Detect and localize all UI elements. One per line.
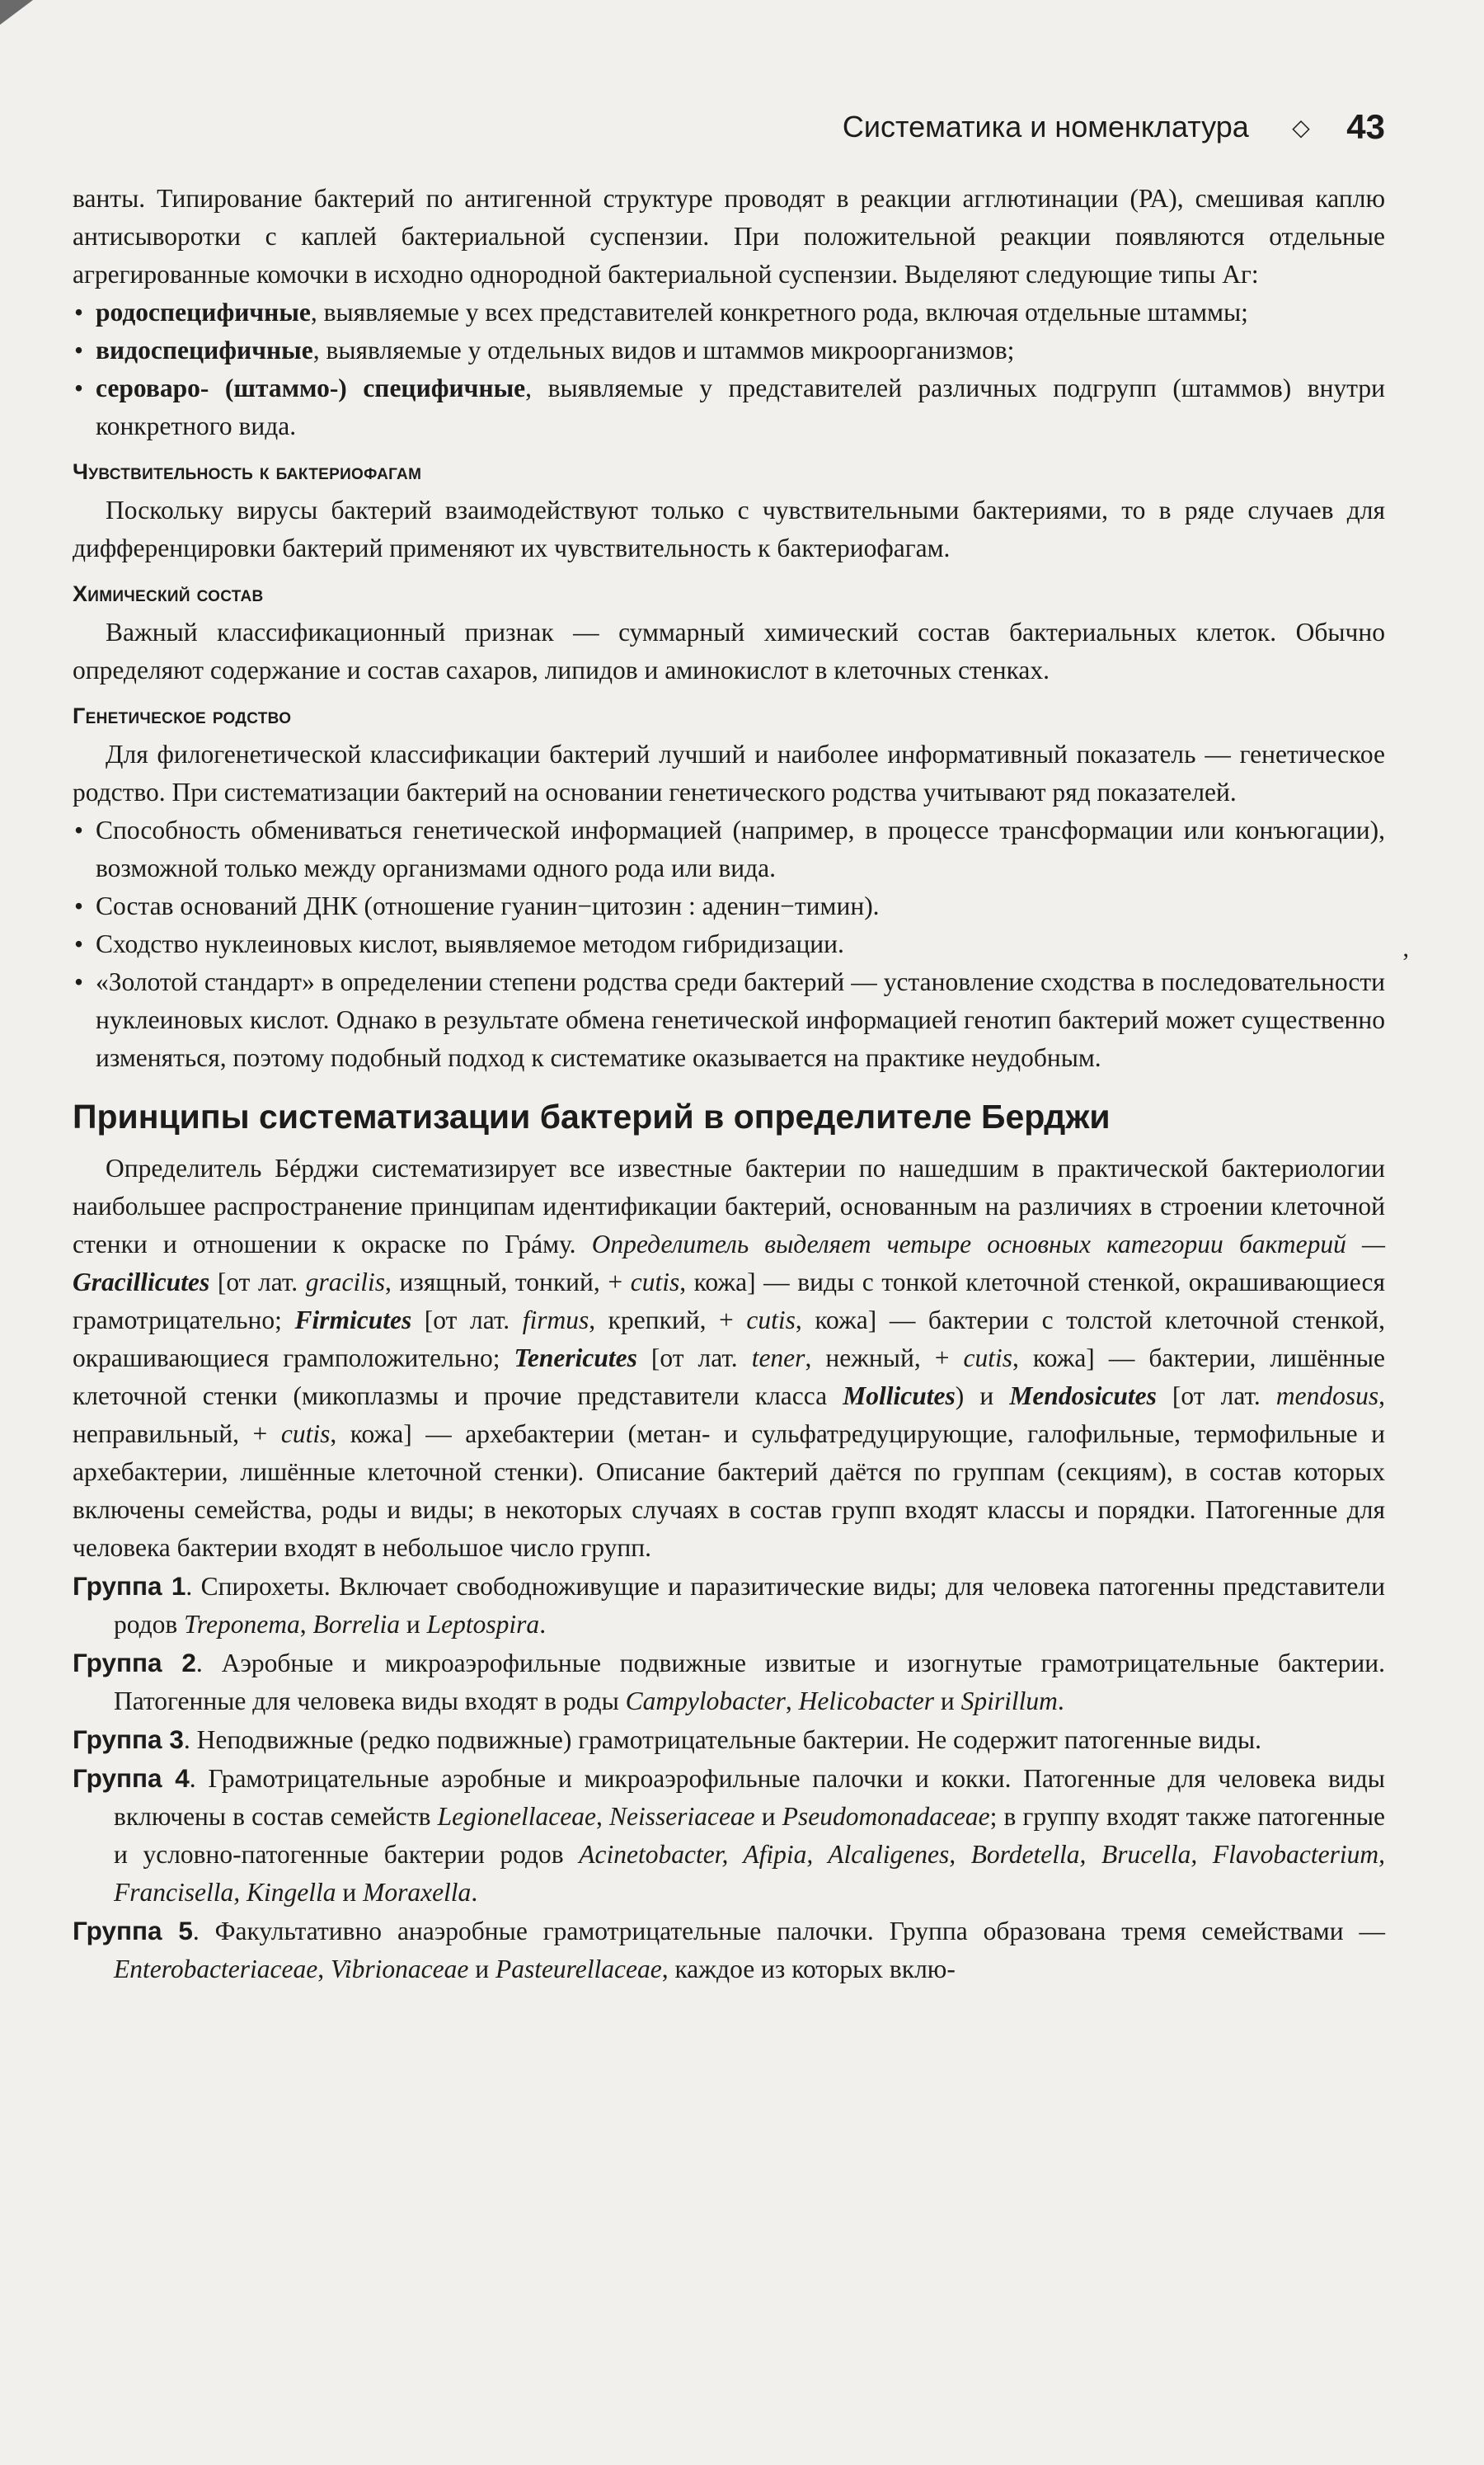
taxon-name: Tenericutes (514, 1343, 637, 1372)
paragraph-genetic: Для филогенетической классификации бактерий лучший и наиболее информативный показатель — генетическое родство. При систематизации бактерий на основании генетического родства учитывают ряд показателей. (73, 740, 1385, 807)
list-item (73, 369, 1385, 445)
group-2: Группа 2. Аэробные и микроаэрофильные подвижные извитые и изогнутые грамотрицательные бактерии. Патогенные для человека виды входят в роды Campylobacter, Helicobacter и Spirillum. (73, 1648, 1385, 1715)
list-item (73, 294, 1385, 332)
page-body (73, 180, 1385, 1988)
group-label: Группа 1 (73, 1571, 186, 1601)
term-description: , выявляемые у представителей различных подгрупп (штаммов) внутри конкретного вида. (96, 374, 1385, 440)
paragraph-continuation: ванты. Типирование бактерий по антигенной структуре проводят в реакции агглютинации (РА), смешивая каплю антисыворотки с каплей бактериальной суспензии. При положительной реакции появляются отдельные агрегированные комочки в исходно однородной бактериальной суспензии. Выделяют следующие типы Аг: (73, 184, 1385, 289)
group-label: Группа 2 (73, 1648, 196, 1677)
antigen-types-list (73, 294, 1385, 445)
term: видоспецифичные (96, 336, 313, 365)
paragraph-bergey: Определитель Бéрджи систематизирует все известные бактерии по нашедшим в практической бактериологии наибольшее распространение принципам идентификации бактерий, основанным на различиях в строении клеточной стенки и отношении к окраске по Грáму. Определитель выделяет четыре основных категории бактерий — Gracillicutes [от лат. gracilis, изящный, тонкий, + cutis, кожа] — виды с тонкой клеточной стенкой, окрашивающиеся грамотрицательно; Firmicutes [от лат. firmus, крепкий, + cutis, кожа] — бактерии с толстой клеточной стенкой, окрашивающиеся грамположительно; Tenericutes [от лат. tener, нежный, + cutis, кожа] — бактерии, лишённые клеточной стенки (микоплазмы и прочие представители класса Mollicutes) и Mendosicutes [от лат. mendosus, неправильный, + cutis, кожа] — архебактерии (метан- и сульфатредуцирующие, галофильные, термофильные и архебактерии, лишённые клеточной стенки). Описание бактерий даётся по группам (секциям), в состав которых включены семейства, роды и виды; в некоторых случаях в состав групп входят классы и порядки. Патогенные для человека бактерии входят в небольшое число групп. (73, 1154, 1386, 1562)
diamond-icon: ◇ (1292, 114, 1310, 140)
running-header (73, 107, 1385, 157)
list-item: • «Золотой стандарт» в определении степени родства среди бактерий — установление сходства в последовательности нуклеиновых кислот. Однако в результате обмена генетической информацией генотип бактерий может существенно изменяться, поэтому подобный подход к систематике оказывается на практике неудобным. (73, 963, 1385, 1077)
subheading-phage: Чувствительность к бактериофагам (73, 459, 422, 484)
list-item: • Состав оснований ДНК (отношение гуанин−цитозин : аденин−тимин). (73, 887, 1385, 925)
running-header-title: Систематика и номенклатура (842, 110, 1249, 143)
group-5: Группа 5. Факультативно анаэробные грамотрицательные палочки. Группа образована тремя семействами — Enterobacteriaceae, Vibrionaceae и Pasteurellaceae, каждое из которых вклю- (73, 1916, 1385, 1983)
list-item (73, 332, 1385, 369)
list-item: • Сходство нуклеиновых кислот, выявляемое методом гибридизации. (73, 925, 1385, 963)
group-label: Группа 4 (73, 1763, 190, 1793)
paragraph-chemistry: Важный классификационный признак — суммарный химический состав бактериальных клеток. Обычно определяют содержание и состав сахаров, липидов и аминокислот в клеточных стенках. (73, 618, 1385, 684)
taxon-name: Firmicutes (294, 1305, 412, 1334)
taxon-name: Mendosicutes (1009, 1381, 1157, 1410)
subheading-chemistry: Химический состав (73, 581, 264, 606)
section-heading: Принципы систематизации бактерий в определителе Берджи (73, 1098, 1111, 1136)
page-number: 43 (1346, 107, 1385, 146)
subheading-genetic: Генетическое родство (73, 703, 292, 728)
term: сероваро- (штаммо-) специфичные (96, 374, 526, 402)
group-3: Группа 3. Неподвижные (редко подвижные) грамотрицательные бактерии. Не содержит патогенные виды. (73, 1724, 1262, 1754)
paragraph-phage: Поскольку вирусы бактерий взаимодействуют только с чувствительными бактериями, то в ряде случаев для дифференцировки бактерий применяют их чувствительность к бактериофагам. (73, 496, 1385, 562)
group-label: Группа 5 (73, 1916, 193, 1945)
term: родоспецифичные (96, 298, 311, 327)
group-1: Группа 1. Спирохеты. Включает свободноживущие и паразитические виды; для человека патогенны представители родов Treponema, Borrelia и Leptospira. (73, 1571, 1385, 1639)
term-description: , выявляемые у всех представителей конкретного рода, включая отдельные штаммы; (310, 298, 1248, 327)
group-4: Группа 4. Грамотрицательные аэробные и микроаэрофильные палочки и кокки. Патогенные для человека виды включены в состав семейств Legionellaceae, Neisseriaceae и Pseudomonadaceae; в группу входят также патогенные и условно-патогенные бактерии родов Acinetobacter, Afipia, Alcaligenes, Bordetella, Brucella, Flavobacterium, Francisella, Kingella и Moraxella. (73, 1763, 1385, 1907)
group-label: Группа 3 (73, 1724, 184, 1754)
taxon-name: Mollicutes (843, 1381, 956, 1410)
scan-corner-mark (0, 0, 33, 33)
taxon-name: Gracillicutes (73, 1268, 210, 1296)
term-description: , выявляемые у отдельных видов и штаммов микроорганизмов; (312, 336, 1015, 365)
list-item: • Способность обмениваться генетической информацией (например, в процессе трансформации или конъюгации), возможной только между организмами одного рода или вида. (73, 811, 1385, 887)
margin-mark: ’ (1402, 948, 1410, 976)
genetic-criteria-list (73, 811, 1385, 1077)
